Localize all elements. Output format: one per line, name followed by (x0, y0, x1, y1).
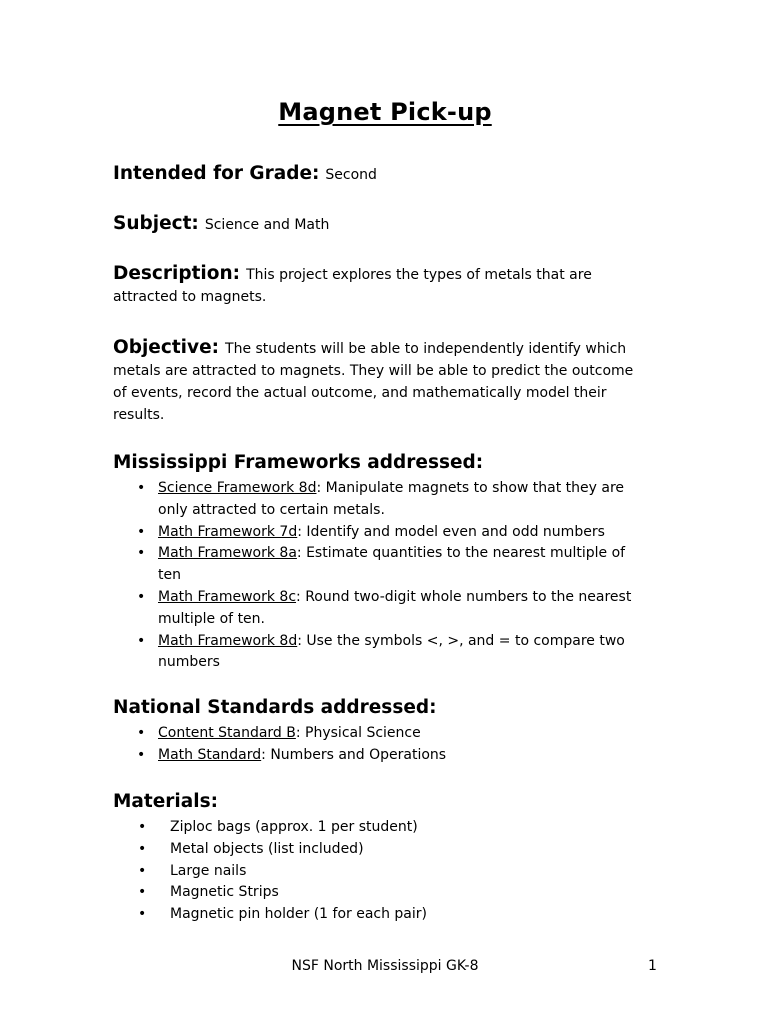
bullet-icon: • (138, 862, 147, 879)
list-item (113, 882, 653, 904)
list-item (113, 522, 641, 544)
framework-text: : Round two-digit whole numbers to the nearest multiple of ten. (158, 588, 632, 627)
material-text: Magnetic Strips (170, 884, 279, 901)
list-item (113, 839, 653, 861)
material-text: Metal objects (list included) (170, 840, 364, 857)
bullet-icon: • (138, 906, 147, 923)
objective-field (113, 337, 645, 426)
page-number: 1 (648, 958, 657, 974)
standard-text: : Numbers and Operations (261, 746, 447, 763)
description-field (113, 263, 653, 308)
framework-text: : Estimate quantities to the nearest multiple of ten (158, 545, 626, 584)
framework-link[interactable]: Math Framework 8d (158, 632, 298, 649)
framework-text: : Use the symbols <, >, and = to compare two numbers (158, 632, 625, 671)
framework-link[interactable]: Math Framework 8a (158, 545, 297, 562)
bullet-icon: • (137, 746, 146, 763)
framework-text: : Identify and model even and odd numbers (297, 523, 605, 540)
material-text: Ziploc bags (approx. 1 per student) (170, 819, 418, 835)
bullet-icon: • (137, 545, 146, 562)
list-item (113, 543, 641, 587)
standard-text: : Physical Science (295, 725, 421, 741)
standards-heading: National Standards addressed: (113, 697, 437, 718)
grade-label: Intended for Grade: (113, 163, 320, 184)
bullet-icon: • (137, 480, 146, 496)
standard-link[interactable]: Content Standard B (158, 725, 296, 741)
materials-list (113, 817, 653, 926)
description-label: Description: (113, 263, 241, 284)
list-item (113, 631, 641, 675)
list-item (113, 861, 653, 883)
list-item (113, 904, 653, 926)
materials-heading: Materials: (113, 791, 218, 812)
frameworks-list (113, 478, 641, 674)
footer-text: NSF North Mississippi GK-8 (291, 958, 479, 974)
framework-link[interactable]: Math Framework 8c (158, 588, 297, 605)
bullet-icon: • (137, 632, 146, 649)
frameworks-heading: Mississippi Frameworks addressed: (113, 452, 484, 473)
material-text: Large nails (170, 862, 247, 879)
objective-label: Objective: (113, 337, 220, 358)
grade-value: Second (325, 167, 377, 183)
framework-link[interactable]: Science Framework 8d (158, 480, 317, 496)
subject-label: Subject: (113, 213, 199, 234)
bullet-icon: • (137, 588, 146, 605)
bullet-icon: • (138, 840, 147, 857)
list-item (113, 478, 641, 522)
subject-value: Science and Math (204, 217, 330, 233)
grade-field (113, 163, 653, 186)
standards-list (113, 723, 653, 767)
material-text: Magnetic pin holder (1 for each pair) (170, 906, 427, 923)
bullet-icon: • (138, 884, 147, 901)
list-item (113, 817, 653, 839)
description-value: This project explores the types of metals that are attracted to magnets. (113, 267, 592, 305)
bullet-icon: • (137, 523, 146, 540)
bullet-icon: • (137, 725, 146, 741)
list-item (113, 587, 641, 631)
list-item (113, 745, 653, 767)
framework-text: : Manipulate magnets to show that they are only attracted to certain metals. (158, 480, 625, 518)
subject-field (113, 213, 653, 236)
objective-value: The students will be able to independently identify which metals are attracted to magnets. They will be able to predict the outcome of events, record the actual outcome, and mathematically model their results. (113, 341, 634, 423)
bullet-icon: • (138, 819, 147, 835)
framework-link[interactable]: Math Framework 7d (158, 523, 298, 540)
page-title: Magnet Pick-up (278, 98, 492, 126)
list-item (113, 723, 653, 745)
standard-link[interactable]: Math Standard (158, 746, 262, 763)
